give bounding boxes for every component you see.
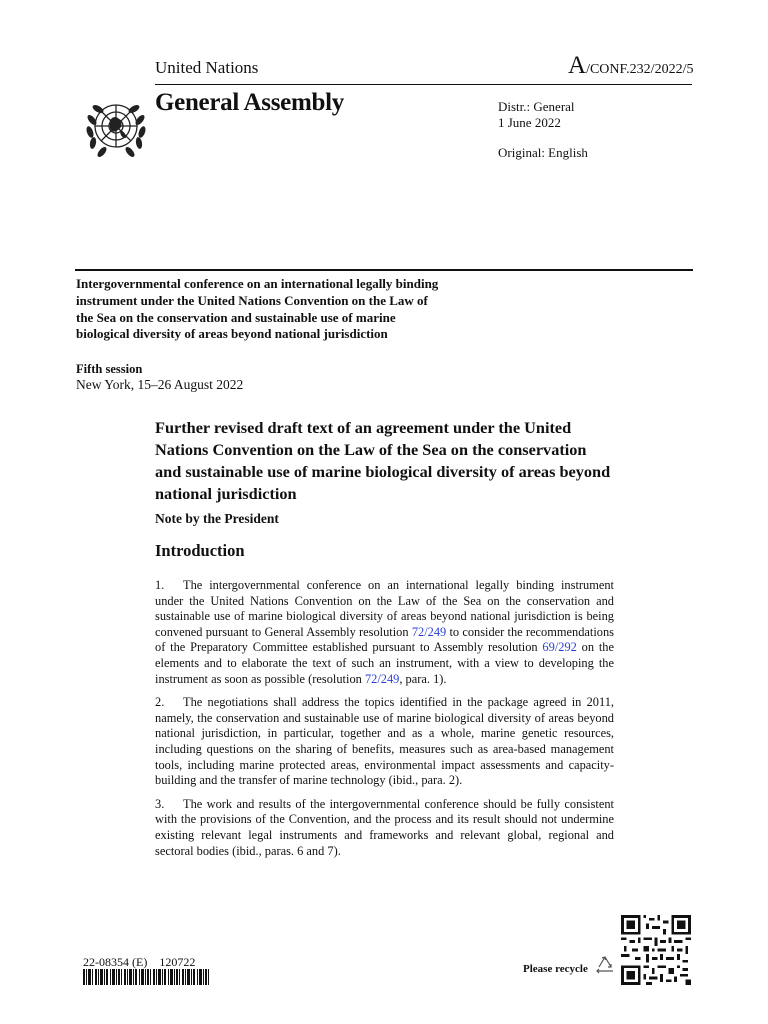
section-rule: [75, 269, 693, 271]
document-title: Further revised draft text of an agreement under the United Nations Convention on the Law of the Sea on the conservation and sustainable use of marine biological diversity of areas beyond national jurisdiction: [155, 418, 611, 503]
session: Fifth session: [76, 362, 143, 376]
organization-name: United Nations: [155, 58, 259, 77]
document-symbol: [568, 52, 693, 80]
conference-name: Intergovernmental conference on an international legally binding instrument under the United Nations Convention on the Law of the Sea on the conservation and sustainable use of marine biological diversity of areas beyond national jurisdiction: [76, 276, 439, 342]
qr-code-icon: [621, 915, 691, 985]
recycle-icon: [593, 954, 617, 978]
place-date: New York, 15–26 August 2022: [76, 377, 244, 392]
body-name: General Assembly: [155, 89, 344, 116]
paragraph-2: 2. The negotiations shall address the topics identified in the package agreed in 2011, namely, the conservation and sustainable use of marine biological diversity of areas beyond national jurisdiction, in particular, together and as a whole, marine genetic resources, including questions on the sharing of benefits, measures such as area-based management tools, including marine protected areas, environmental impact assessments and capacity-building and the transfer of marine technology (ibid., para. 2).: [155, 695, 614, 788]
resolution-link[interactable]: 69/292: [542, 640, 577, 655]
body-text: [155, 578, 614, 867]
note-by: Note by the President: [155, 511, 279, 526]
resolution-link[interactable]: 72/249: [364, 671, 400, 686]
section-heading: Introduction: [155, 541, 245, 560]
paragraph-3: 3. The work and results of the intergovernmental conference should be fully consistent with the provisions of the Convention, and the process and its result should not undermine existing relevant legal instruments and frameworks and relevant global, regional and sectoral bodies (ibid., paras. 6 and 7).: [155, 796, 614, 858]
paragraph-1: 1. The intergovernmental conference on an international legally binding instrument under the United Nations Convention on the Law of the Sea on the conservation and sustainable use of marine biological diversity of areas beyond national jurisdiction is being convened pursuant to General Assembly resolution 72/249 to consider the recommendations of the Preparatory Committee established pursuant to Assembly resolution 69/292 on the elements and to elaborate the text of such an instrument, with a view to developing the instrument as soon as possible (resolution 72/249, para. 1).: [155, 578, 614, 686]
paragraph-number: 3.: [155, 796, 165, 811]
paragraph-number: 2.: [155, 695, 165, 710]
document-symbol-code: /CONF.232/2022/5: [586, 62, 694, 77]
issue-date: 1 June 2022: [498, 115, 561, 130]
resolution-link[interactable]: 72/249: [411, 624, 447, 639]
original-language: Original: English: [498, 145, 588, 160]
header-rule: [155, 84, 692, 85]
distribution-block: [498, 99, 588, 161]
recycle-text: Please recycle: [523, 963, 588, 975]
barcode-icon: [83, 969, 209, 985]
distribution: Distr.: General: [498, 99, 575, 114]
paragraph-number: 1.: [155, 578, 165, 592]
document-number: 22-08354 (E) 120722: [83, 955, 196, 969]
document-symbol-letter: A: [568, 52, 587, 79]
un-emblem-icon: [80, 90, 152, 162]
